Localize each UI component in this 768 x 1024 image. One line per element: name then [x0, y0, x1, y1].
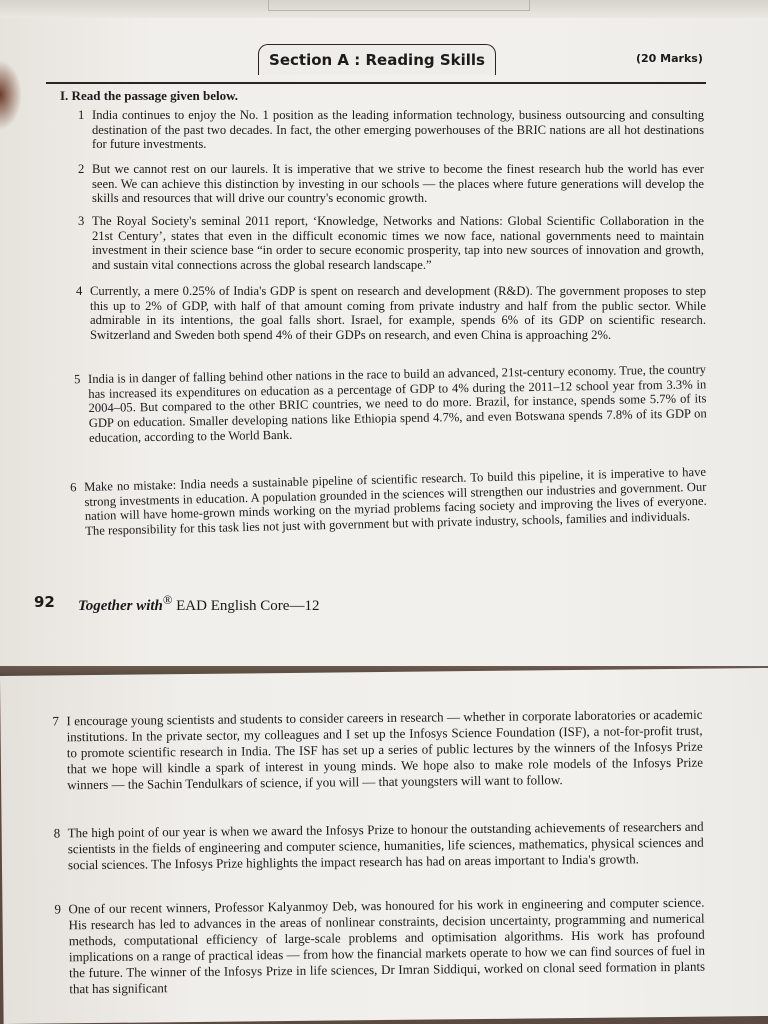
- lower-book-page: [0, 668, 768, 1024]
- passage-paragraph-1: 1 India continues to enjoy the No. 1 position as the leading information technology, business outsourcing and consulting destination of the past two decades. In fact, the other emerging powerhouses of the BRIC nations are all hot destinations for future investments.: [78, 108, 704, 152]
- passage-paragraph-7: 7 I encourage young scientists and students to consider careers in research — whether in corporate laboratories or academic institutions. In the private sector, my colleagues and I set up the Infosys Science Foundation (ISF), a not-for-profit trust, to promote scientific research in India. The ISF has set up a series of public lectures by the winners of the Infosys Prize that we hope will kindle a spark of interest in young minds. We hope also to make role models of the Infosys Prize winners — the Sachin Tendulkars of science, if you will — that youngsters will want to follow.: [52, 706, 704, 793]
- passage-paragraph-2: 2 But we cannot rest on our laurels. It is imperative that we strive to become the finest research hub the world has ever seen. We can achieve this distinction by investing in our schools — the places where future generations will develop the skills and resources that will drive our country's economic growth.: [78, 162, 704, 206]
- book-title: Together with® EAD English Core—12: [78, 593, 320, 614]
- header-rule: [46, 82, 706, 84]
- section-title: Section A : Reading Skills: [258, 44, 496, 75]
- page-footer: [34, 593, 714, 617]
- passage-paragraph-5: 5 India is in danger of falling behind other nations in the race to build an advanced, 21st-century economy. True, the country has increased its expenditures on education as a percentage of GDP to 4% during the 2011–12 school year from 3.3% in 2004–05. But compared to the other BRIC countries, we need to do more. Brazil, for instance, spends some 5.7% of its GDP on education. Smaller developing nations like Ethiopia spend 4.7%, and even Botswana spends 7.8% of its GDP on education, according to the World Bank.: [74, 362, 707, 445]
- page-number: 92: [34, 593, 55, 611]
- passage-paragraph-3: 3 The Royal Society's seminal 2011 report, ‘Knowledge, Networks and Nations: Global Scientific Collaboration in the 21st Century’, states that even in the difficult economic times we now face, national governments need to maintain investment in their science base “in order to secure economic prosperity, tap into new sources of innovation and growth, and sustain vital connections across the global research landscape.”: [78, 214, 704, 273]
- finger-shadow: [0, 60, 22, 130]
- instruction-heading: I. Read the passage given below.: [60, 88, 239, 103]
- previous-page-edge: [0, 0, 768, 18]
- passage-paragraph-9: 9 One of our recent winners, Professor Kalyanmoy Deb, was honoured for his work in engineering and computer science. His research has led to advances in the areas of nonlinear constraints, decision uncertainty, programming and numerical methods, computational efficiency of large-scale problems and optimisation algorithms. His work has profound implications on a range of practical ideas — from how the financial markets operate to how we can find sources of fuel in the future. The winner of the Infosys Prize in life sciences, Dr Imran Siddiqui, worked on clonal seed formation in plants that has significant: [54, 894, 706, 997]
- passage-paragraph-6: 6 Make no mistake: India needs a sustainable pipeline of scientific research. To build this pipeline, it is imperative to have strong investments in education. A population grounded in the sciences will strengthen our industries and government. Our nation will have home-grown minds working on the myriad problems facing society and improving the lives of everyone. The responsibility for this task lies not just with government but with private industry, schools, families and individuals.: [70, 464, 707, 539]
- marks-label: (20 Marks): [636, 52, 703, 65]
- passage-paragraph-8: 8 The high point of our year is when we award the Infosys Prize to honour the outstanding achievements of researchers and scientists in the fields of engineering and computer science, humanities, life sciences, mathematics, physical sciences and social sciences. The Infosys Prize highlights the impact research has had on areas important to India's growth.: [53, 818, 704, 873]
- passage-paragraph-4: 4 Currently, a mere 0.25% of India's GDP is spent on research and development (R&D). The government proposes to step this up to 2% of GDP, with half of that amount coming from private industry and half from the public sector. While admirable in its intentions, the goal falls short. Israel, for example, spends 6% of its GDP on scientific research. Switzerland and Sweden both spend 4% of their GDPs on research, and even China is approaching 2%.: [76, 284, 706, 343]
